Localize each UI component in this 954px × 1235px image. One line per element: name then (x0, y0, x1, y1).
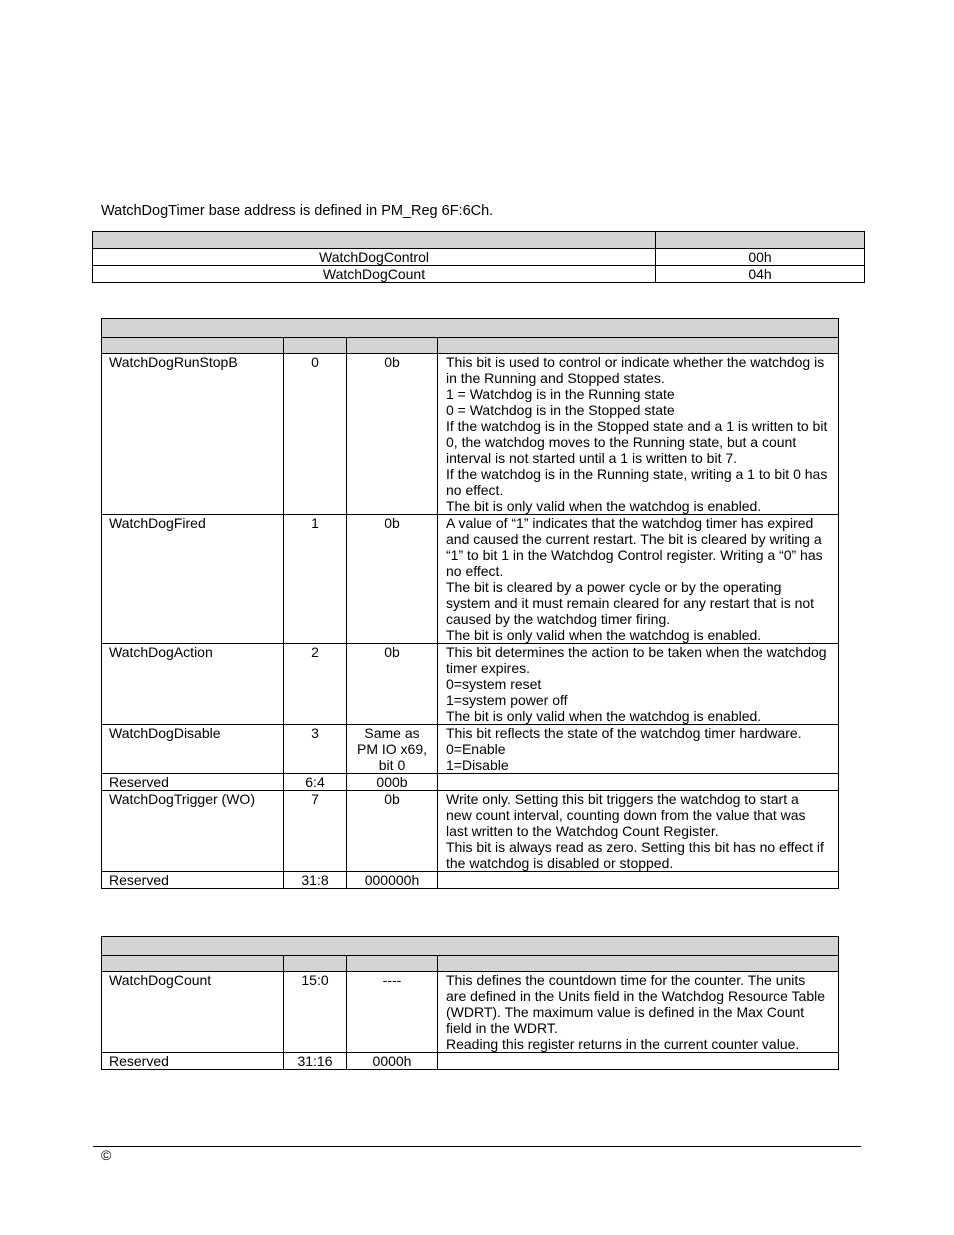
table-row (102, 1053, 839, 1070)
field-description-cell (438, 515, 839, 644)
description-line: (WDRT). The maximum value is defined in the Max Count (446, 1004, 805, 1020)
field-default-cell: ---- (347, 972, 438, 1053)
description-line: This bit determines the action to be taken when the watchdog (446, 644, 827, 660)
description-line: If the watchdog is in the Stopped state and a 1 is written to bit (446, 418, 828, 434)
description-line: new count interval, counting down from the value that was (446, 807, 806, 823)
field-bits-cell: 31:16 (284, 1053, 347, 1070)
description-line: the watchdog is disabled or stopped. (446, 855, 674, 871)
description-line: 0, the watchdog moves to the Running state, but a count (446, 434, 797, 450)
description-line: timer expires. (446, 660, 531, 676)
column-header-row (102, 338, 839, 354)
description-line: This bit is used to control or indicate whether the watchdog is (446, 354, 825, 370)
field-default-cell: 000b (347, 774, 438, 791)
description-line: 1=system power off (446, 692, 568, 708)
register-offset-cell: 00h (656, 249, 865, 266)
description-line: This bit is always read as zero. Setting this bit has no effect if (446, 839, 824, 855)
description-line: Write only. Setting this bit triggers the watchdog to start a (446, 791, 799, 807)
field-name-cell: WatchDogDisable (102, 725, 284, 774)
description-line: field in the WDRT. (446, 1020, 558, 1036)
field-bits-cell: 15:0 (284, 972, 347, 1053)
field-default-cell: 000000h (347, 872, 438, 889)
description-line: no effect. (446, 482, 504, 498)
field-name-cell: WatchDogAction (102, 644, 284, 725)
address-table-header (93, 232, 865, 249)
description-line: last written to the Watchdog Count Register. (446, 823, 719, 839)
description-line: interval is not started until a 1 is written to bit 7. (446, 450, 738, 466)
column-header-row (102, 956, 839, 972)
header-cell (284, 956, 347, 972)
table-title-row (102, 937, 839, 956)
header-cell (102, 319, 839, 338)
header-cell (656, 232, 865, 249)
description-line: Reading this register returns in the current counter value. (446, 1036, 800, 1052)
field-description-cell (438, 972, 839, 1053)
description-line: The bit is cleared by a power cycle or by the operating (446, 579, 782, 595)
field-description-cell (438, 644, 839, 725)
field-description-cell (438, 791, 839, 872)
description-line: This bit reflects the state of the watchdog timer hardware. (446, 725, 802, 741)
field-bits-cell: 3 (284, 725, 347, 774)
description-line: The bit is only valid when the watchdog is enabled. (446, 498, 762, 514)
table-row (102, 791, 839, 872)
table-row (102, 644, 839, 725)
table-row (102, 725, 839, 774)
register-offset-cell: 04h (656, 266, 865, 283)
description-line: This defines the countdown time for the counter. The units (446, 972, 806, 988)
register-name-cell: WatchDogCount (93, 266, 656, 283)
field-name-cell: Reserved (102, 872, 284, 889)
description-line: no effect. (446, 563, 504, 579)
field-bits-cell: 31:8 (284, 872, 347, 889)
table-row (102, 515, 839, 644)
register-name-cell: WatchDogControl (93, 249, 656, 266)
default-line: bit 0 (378, 757, 406, 773)
register-address-table (92, 231, 865, 283)
description-line: caused by the watchdog timer firing. (446, 611, 671, 627)
header-cell (102, 956, 284, 972)
base-address-note: WatchDogTimer base address is defined in PM_Reg 6F:6Ch. (101, 203, 494, 219)
field-name-cell: WatchDogRunStopB (102, 354, 284, 515)
field-default-cell: 0b (347, 354, 438, 515)
default-line: Same as (364, 725, 420, 741)
field-name-cell: WatchDogCount (102, 972, 284, 1053)
description-line: 0 = Watchdog is in the Stopped state (446, 402, 675, 418)
footer-divider (93, 1146, 861, 1147)
header-cell (347, 956, 438, 972)
field-description-cell (438, 354, 839, 515)
description-line: are defined in the Units field in the Watchdog Resource Table (446, 988, 826, 1004)
field-default-cell (347, 725, 438, 774)
field-name-cell: WatchDogTrigger (WO) (102, 791, 284, 872)
table-row (102, 774, 839, 791)
watchdog-control-register-table (101, 318, 839, 889)
copyright-symbol: © (101, 1147, 112, 1163)
header-cell (102, 338, 284, 354)
field-default-cell: 0000h (347, 1053, 438, 1070)
description-line: The bit is only valid when the watchdog is enabled. (446, 708, 762, 724)
description-line: 0=Enable (446, 741, 506, 757)
description-line: The bit is only valid when the watchdog is enabled. (446, 627, 762, 643)
field-bits-cell: 6:4 (284, 774, 347, 791)
field-name-cell: WatchDogFired (102, 515, 284, 644)
table-row (93, 249, 865, 266)
table-row (102, 354, 839, 515)
header-cell (347, 338, 438, 354)
description-line: in the Running and Stopped states. (446, 370, 665, 386)
field-name-cell: Reserved (102, 774, 284, 791)
field-description-cell (438, 774, 839, 791)
field-default-cell: 0b (347, 644, 438, 725)
header-cell (93, 232, 656, 249)
field-description-cell (438, 725, 839, 774)
field-bits-cell: 7 (284, 791, 347, 872)
field-default-cell: 0b (347, 791, 438, 872)
field-bits-cell: 2 (284, 644, 347, 725)
table-row (93, 266, 865, 283)
watchdog-count-register-table (101, 936, 839, 1070)
table-row (102, 972, 839, 1053)
field-bits-cell: 0 (284, 354, 347, 515)
field-name-cell: Reserved (102, 1053, 284, 1070)
header-cell (284, 338, 347, 354)
description-line: A value of “1” indicates that the watchdog timer has expired (446, 515, 814, 531)
table-title-row (102, 319, 839, 338)
header-cell (102, 937, 839, 956)
description-line: If the watchdog is in the Running state, writing a 1 to bit 0 has (446, 466, 828, 482)
description-line: and caused the current restart. The bit is cleared by writing a (446, 531, 822, 547)
description-line: 1 = Watchdog is in the Running state (446, 386, 675, 402)
header-cell (438, 956, 839, 972)
description-line: “1” to bit 1 in the Watchdog Control register. Writing a “0” has (446, 547, 823, 563)
description-line: 0=system reset (446, 676, 542, 692)
field-description-cell (438, 1053, 839, 1070)
default-line: PM IO x69, (356, 741, 428, 757)
description-line: 1=Disable (446, 757, 509, 773)
table-row (102, 872, 839, 889)
description-line: system and it must remain cleared for any restart that is not (446, 595, 815, 611)
field-default-cell: 0b (347, 515, 438, 644)
field-description-cell (438, 872, 839, 889)
header-cell (438, 338, 839, 354)
field-bits-cell: 1 (284, 515, 347, 644)
